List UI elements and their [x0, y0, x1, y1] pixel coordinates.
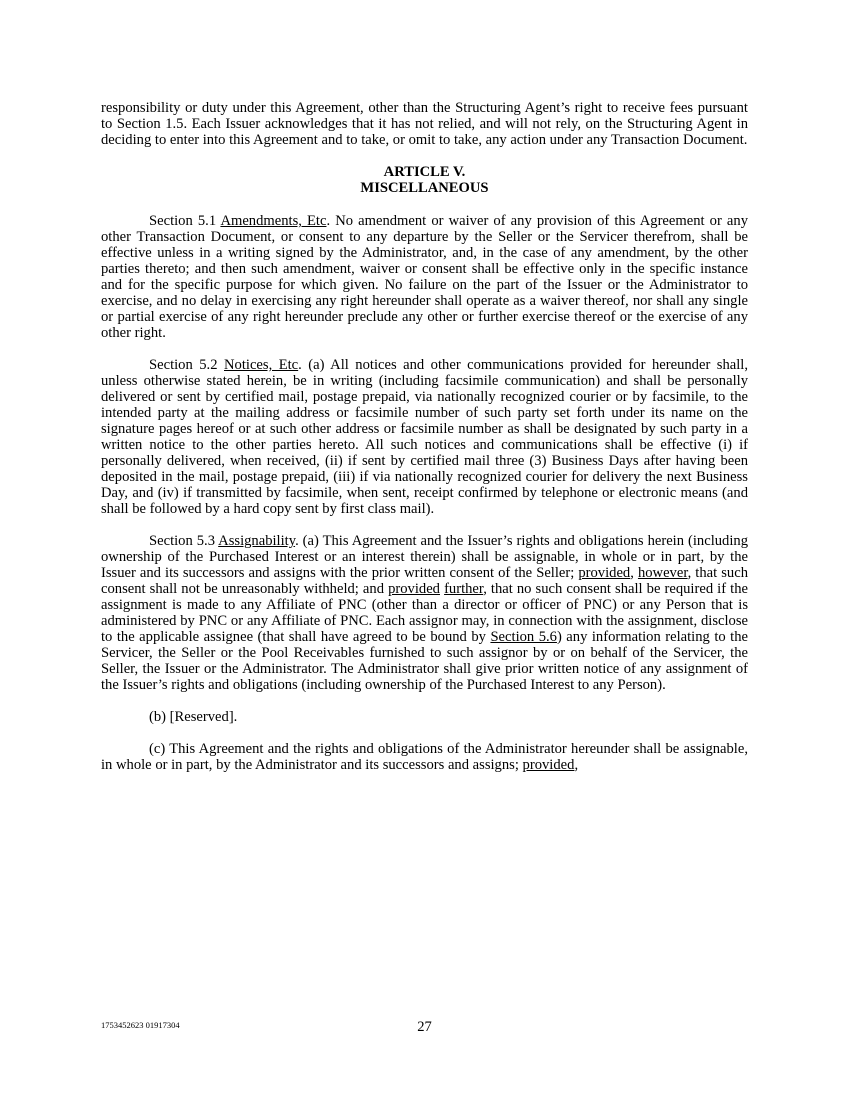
section-5-2-body: . (a) All notices and other communications provided for hereunder shall, unless otherwise stated herein, be in writing (including facsimile communication) and shall be personally delivered or sent by certified mail, postage prepaid, via nationally recognized courier or by facsimile, to the intended party at the mailing address or facsimile number of such party set forth under its name on the signature pages hereof or at such other address or facsimile number as shall be designated by such party in a written notice to the other parties hereto. All such notices and communications shall be effective (i) if personally delivered, when received, (ii) if sent by certified mail three (3) Business Days after having been deposited in the mail, postage prepaid, (iii) if via nationally recognized courier for delivery the next Business Day, and (iv) if transmitted by facsimile, when sent, receipt confirmed by telephone or electronic means (and shall be followed by a hard copy sent by first class mail). — [101, 357, 748, 517]
article-title: MISCELLANEOUS — [360, 180, 489, 196]
section-5-2-lead: Section 5.2 — [149, 357, 218, 373]
comma: , — [630, 565, 638, 581]
section-5-3-heading: Assignability — [218, 533, 296, 549]
page-number: 27 — [417, 1019, 432, 1035]
document-page — [101, 100, 748, 789]
section-5-1-heading: Amendments, Etc — [220, 213, 327, 229]
section-5-1-body: . No amendment or waiver of any provision of this Agreement or any other Transaction Document, or consent to any departure by the Seller or the Servicer therefrom, shall be effective unless in a writing signed by the Administrator, and, in the case of any amendment, by the other parties thereto; and then such amendment, waiver or consent shall be effective only in the specific instance and for the specific purpose for which given. No failure on the part of the Issuer or the Administrator to exercise, and no delay in exercising any right hereunder shall operate as a waiver thereof, nor shall any single or partial exercise of any right hereunder preclude any other or further exercise thereof or the exercise of any other right. — [101, 213, 748, 341]
document-code: 17534526​23 01917304 — [101, 1020, 180, 1030]
however-term: however — [637, 565, 688, 581]
provided-term: provided — [578, 565, 631, 581]
section-5-3-text-4: ) any information relating to the Servicer, the Seller or the Pool Receivables furnished to such assignor by or on behalf of the Servicer, the Seller, the Issuer or the Administrator. The Administrator shall give prior written notice of any assignment of the Issuer’s rights and obligations (including ownership of the Purchased Interest to any Person). — [101, 629, 748, 693]
section-5-6-reference: Section 5.6 — [490, 629, 557, 645]
article-heading — [101, 164, 748, 196]
section-5-3-c — [101, 741, 748, 773]
section-5-3-lead: Section 5.3 — [149, 533, 215, 549]
section-5-1-lead: Section 5.1 — [149, 213, 217, 229]
comma-2: , — [574, 757, 579, 773]
section-5-1 — [101, 213, 748, 341]
article-number: ARTICLE V. — [383, 164, 466, 180]
section-5-3-b: (b) [Reserved]. — [149, 709, 238, 725]
paragraph-continuation: responsibility or duty under this Agreement, other than the Structuring Agent’s right to receive fees pursuant to Section 1.5. Each Issuer acknowledges that it has not relied, and will not rely, on the Structuring Agent in deciding to enter into this Agreement and to take, or omit to take, any action under any Transaction Document. — [101, 100, 748, 148]
section-5-3-text-1: . (a) This Agreement and the Issuer’s rights and obligations herein (including ownership of the Purchased Interest or an interest therein) shall be assignable, in whole or in part, by the Issuer and its successors and assigns with the prior written consent of the Seller; — [101, 533, 748, 581]
further-term: further — [444, 581, 484, 597]
section-5-3-c-text: (c) This Agreement and the rights and obligations of the Administrator hereunder shall be assignable, in whole or in part, by the Administrator and its successors and assigns; — [101, 741, 748, 773]
section-5-3-text-2: , that such consent shall not be unreasonably withheld; and — [101, 565, 748, 597]
section-5-3 — [101, 533, 748, 693]
section-5-3-text-3: , that no such consent shall be required if the assignment is made to any Affiliate of PNC (other than a director or officer of PNC) or any Person that is administered by PNC or any Affiliate of PNC. Each assignor may, in connection with the assignment, disclose to the applicable assignee (that shall have agreed to be bound by — [101, 581, 749, 645]
provided-term-2: provided — [388, 581, 440, 597]
provided-term-3: provided — [522, 757, 575, 773]
section-5-2 — [101, 357, 748, 517]
section-5-2-heading: Notices, Etc — [224, 357, 299, 373]
